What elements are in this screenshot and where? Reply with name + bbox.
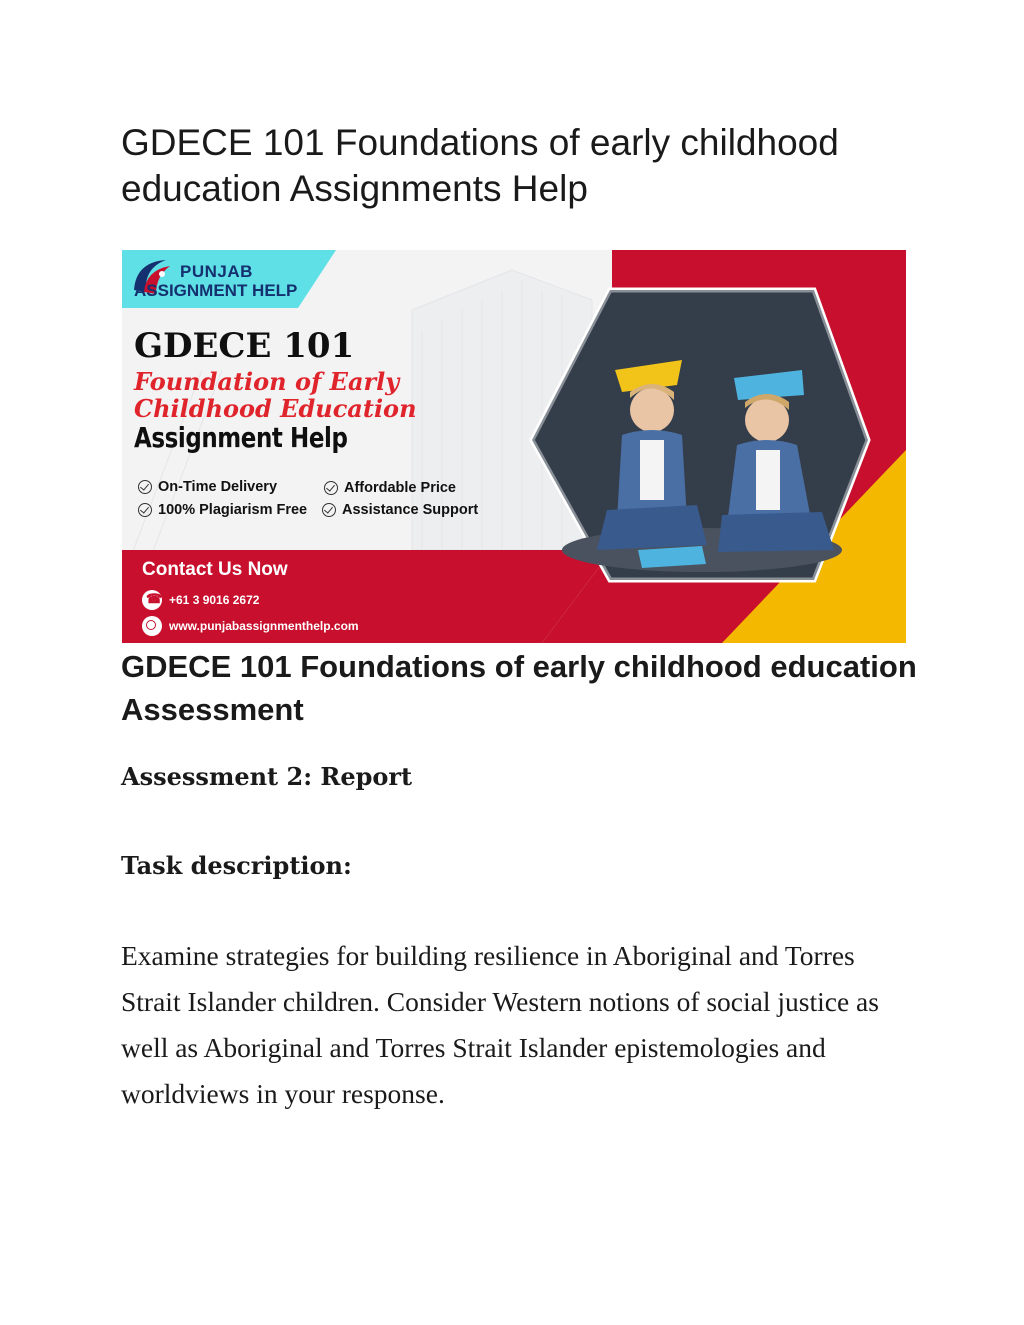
banner-subtitle-line-2: Childhood Education [134,394,417,423]
check-circle-icon [138,503,152,517]
feature-plagiarism-free [138,502,307,518]
logo-line-2: ASSIGNMENT HELP [134,281,298,300]
brand-logo [134,262,298,300]
banner-subtitle [134,368,514,422]
feature-label: On-Time Delivery [158,479,278,495]
phone-icon [142,590,162,610]
globe-icon [142,616,162,636]
check-circle-icon [322,503,336,517]
page-title: GDECE 101 Foundations of early childhood education Assignments Help [121,122,839,209]
contact-title: Contact Us Now [142,559,288,580]
check-circle-icon [138,480,152,494]
feature-assistance [322,502,478,518]
feature-label: Assistance Support [342,502,479,518]
task-description: Examine strategies for building resilience in Aboriginal and Torres Strait Islander children. Consider Western notions of social justice as well as Aboriginal and Torres Strait Islander epistemologies and worldviews in your response. [121,940,879,1109]
logo-line-1: PUNJAB [180,262,253,281]
phone-number: +61 3 9016 2672 [169,593,260,607]
website-url: www.punjabassignmenthelp.com [169,619,359,633]
banner-course-code: GDECE 101 [134,326,355,366]
task-label: Task description: [121,851,352,880]
check-circle-icon [324,481,338,495]
contact-phone [142,590,259,610]
feature-label: Affordable Price [344,480,456,496]
feature-affordable [324,480,456,496]
banner-help-text: Assignment Help [134,421,348,454]
feature-label: 100% Plagiarism Free [158,502,308,518]
assessment-label: Assessment 2: Report [121,762,413,791]
feature-on-time [138,479,277,495]
banner-subtitle-line-1: Foundation of Early [134,367,400,396]
promo-banner [122,250,906,643]
assessment-title: GDECE 101 Foundations of early childhood education Assessment [121,649,917,727]
contact-website [142,616,359,636]
